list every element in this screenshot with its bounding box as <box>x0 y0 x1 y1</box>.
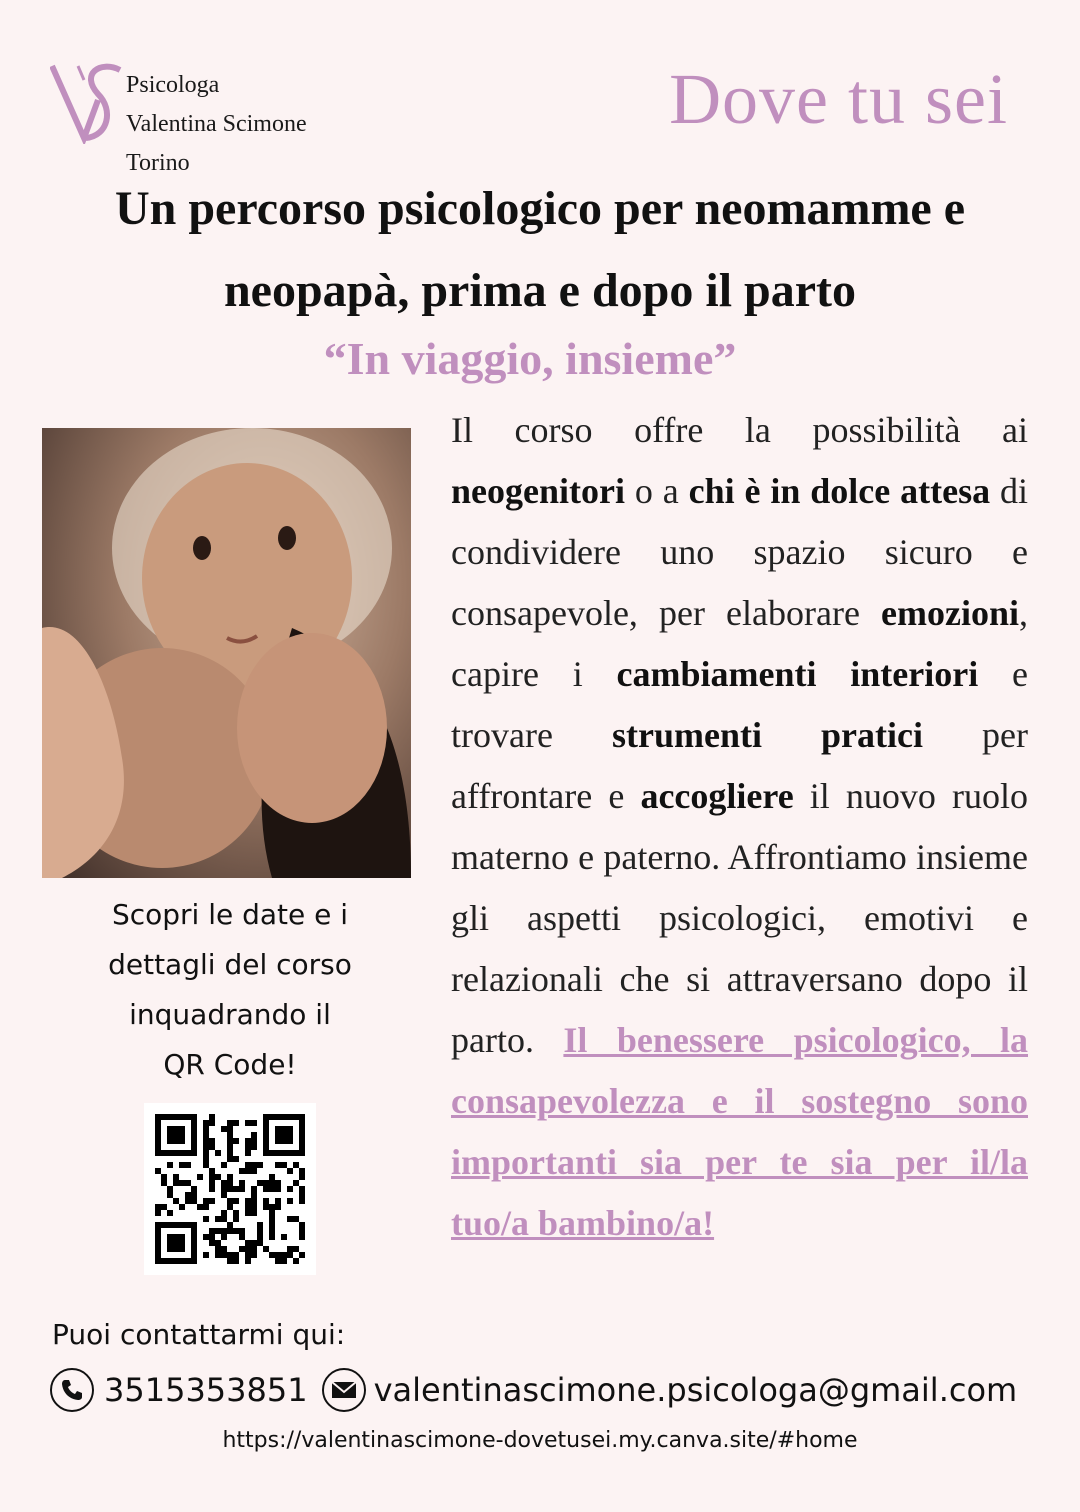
qr-code-icon <box>144 1103 316 1275</box>
body-bold-neogenitori: neogenitori <box>451 471 625 511</box>
logo-text <box>126 66 307 183</box>
body-bold-accogliere: accogliere <box>640 776 794 816</box>
photo-illustration-icon <box>42 428 411 878</box>
email-icon <box>322 1368 366 1412</box>
qr-prompt-line-3: inquadrando il <box>129 998 331 1031</box>
body-text-7: il nuovo ruolo materno e paterno. Affrontiamo insieme gli aspetti psicologici, emotivi e relazionali che si attraversano dopo il parto. <box>451 776 1029 1060</box>
course-description <box>451 400 1028 1254</box>
body-text-3: di condividere uno spazio sicuro e consapevole, per elaborare <box>451 471 1028 633</box>
body-text-2: o a <box>624 471 689 511</box>
phone-number[interactable]: 3515353851 <box>104 1371 308 1409</box>
body-text-1: Il corso offre la possibilità ai <box>451 410 1028 450</box>
vs-monogram-icon <box>50 60 130 144</box>
body-bold-strumenti: strumenti pratici <box>611 715 923 755</box>
headline-line-1: Un percorso psicologico per neomamme e <box>114 182 966 235</box>
body-bold-dolce-attesa: chi è in dolce attesa <box>688 471 991 511</box>
logo-line-3: Torino <box>126 150 190 176</box>
body-bold-cambiamenti: cambiamenti interiori <box>616 654 979 694</box>
qr-prompt <box>60 890 400 1090</box>
body-bold-emozioni: emozioni <box>881 593 1019 633</box>
benessere-link[interactable]: Il benessere psicologico, la consapevolezza e il sostegno sono importanti sia per te sia per il/la tuo/a bambino/a! <box>451 1020 1029 1243</box>
qr-prompt-line-2: dettagli del corso <box>108 948 352 981</box>
mother-baby-photo <box>42 428 411 878</box>
website-url[interactable]: https://valentinascimone-dovetusei.my.canva.site/#home <box>222 1428 858 1453</box>
email-address[interactable]: valentinascimone.psicologa@gmail.com <box>373 1371 1018 1409</box>
quote-subtitle: “In viaggio, insieme” <box>323 333 737 384</box>
logo-line-2: Valentina Scimone <box>126 111 307 137</box>
qr-prompt-line-4: QR Code! <box>163 1048 297 1081</box>
headline-line-2: neopapà, prima e dopo il parto <box>223 264 857 317</box>
contact-label: Puoi contattarmi qui: <box>52 1318 346 1351</box>
body-text-6: per affrontare e <box>451 715 1028 816</box>
logo <box>50 58 350 178</box>
phone-icon <box>50 1368 94 1412</box>
qr-code[interactable] <box>144 1103 316 1275</box>
headline <box>40 168 1040 332</box>
logo-line-1: Psicologa <box>126 72 220 98</box>
brand-title: Dove tu sei <box>669 59 1008 139</box>
body-text-5: e trovare <box>451 654 1029 755</box>
qr-prompt-line-1: Scopri le date e i <box>111 898 349 931</box>
contact-row <box>50 1366 1017 1414</box>
body-text-4: , capire i <box>451 593 1028 694</box>
